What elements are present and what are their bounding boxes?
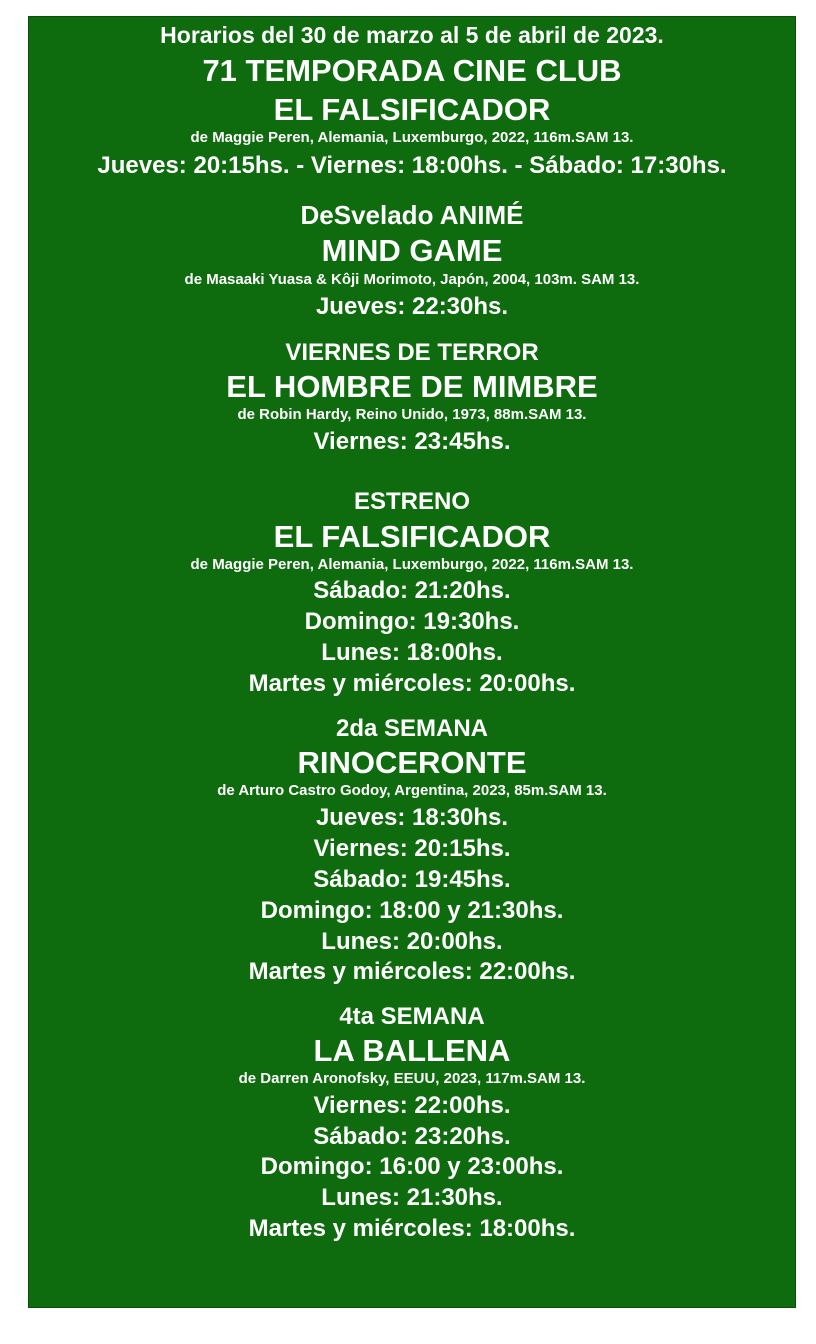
- film-title: EL FALSIFICADOR: [273, 519, 551, 554]
- showtime: Martes y miércoles: 18:00hs.: [248, 1215, 576, 1242]
- showtime: Sábado: 21:20hs.: [313, 577, 511, 604]
- section-label: VIERNES DE TERROR: [285, 339, 539, 366]
- showtime: Jueves: 20:15hs. - Viernes: 18:00hs. - Sábado: 17:30hs.: [97, 152, 727, 179]
- film-credits: de Arturo Castro Godoy, Argentina, 2023, 85m.SAM 13.: [217, 782, 607, 799]
- showtime: Lunes: 18:00hs.: [321, 639, 503, 666]
- film-title: EL HOMBRE DE MIMBRE: [226, 369, 598, 404]
- film-credits: de Maggie Peren, Alemania, Luxemburgo, 2022, 116m.SAM 13.: [190, 556, 634, 573]
- film-credits: de Darren Aronofsky, EEUU, 2023, 117m.SAM 13.: [238, 1070, 586, 1087]
- showtime: Martes y miércoles: 22:00hs.: [248, 958, 576, 985]
- showtime: Domingo: 16:00 y 23:00hs.: [260, 1153, 564, 1180]
- showtime: Domingo: 18:00 y 21:30hs.: [260, 897, 564, 924]
- section-label: 4ta SEMANA: [339, 1003, 485, 1030]
- section-label: DeSvelado ANIMÉ: [300, 200, 524, 230]
- film-credits: de Robin Hardy, Reino Unido, 1973, 88m.SAM 13.: [237, 406, 587, 423]
- film-credits: de Maggie Peren, Alemania, Luxemburgo, 2022, 116m.SAM 13.: [190, 129, 634, 146]
- film-credits: de Masaaki Yuasa & Kôji Morimoto, Japón, 2004, 103m. SAM 13.: [184, 271, 640, 288]
- showtime: Jueves: 22:30hs.: [315, 293, 509, 320]
- showtime: Sábado: 23:20hs.: [313, 1123, 511, 1150]
- film-title: RINOCERONTE: [297, 745, 527, 780]
- film-title: EL FALSIFICADOR: [273, 92, 551, 127]
- showtime: Viernes: 20:15hs.: [313, 835, 511, 862]
- section-label: ESTRENO: [353, 488, 470, 515]
- section-label: 2da SEMANA: [335, 715, 489, 742]
- showtime: Martes y miércoles: 20:00hs.: [248, 670, 576, 697]
- season-title: 71 TEMPORADA CINE CLUB: [202, 53, 622, 88]
- film-title: LA BALLENA: [313, 1033, 511, 1068]
- schedule-panel: [28, 16, 796, 1308]
- date-range: Horarios del 30 de marzo al 5 de abril de 2023.: [160, 22, 664, 48]
- showtime: Sábado: 19:45hs.: [313, 866, 511, 893]
- film-title: MIND GAME: [321, 233, 503, 268]
- showtime: Viernes: 23:45hs.: [313, 428, 511, 455]
- showtime: Jueves: 18:30hs.: [315, 804, 509, 831]
- showtime: Viernes: 22:00hs.: [313, 1092, 511, 1119]
- showtime: Lunes: 21:30hs.: [321, 1184, 503, 1211]
- showtime: Domingo: 19:30hs.: [304, 608, 520, 635]
- showtime: Lunes: 20:00hs.: [321, 928, 503, 955]
